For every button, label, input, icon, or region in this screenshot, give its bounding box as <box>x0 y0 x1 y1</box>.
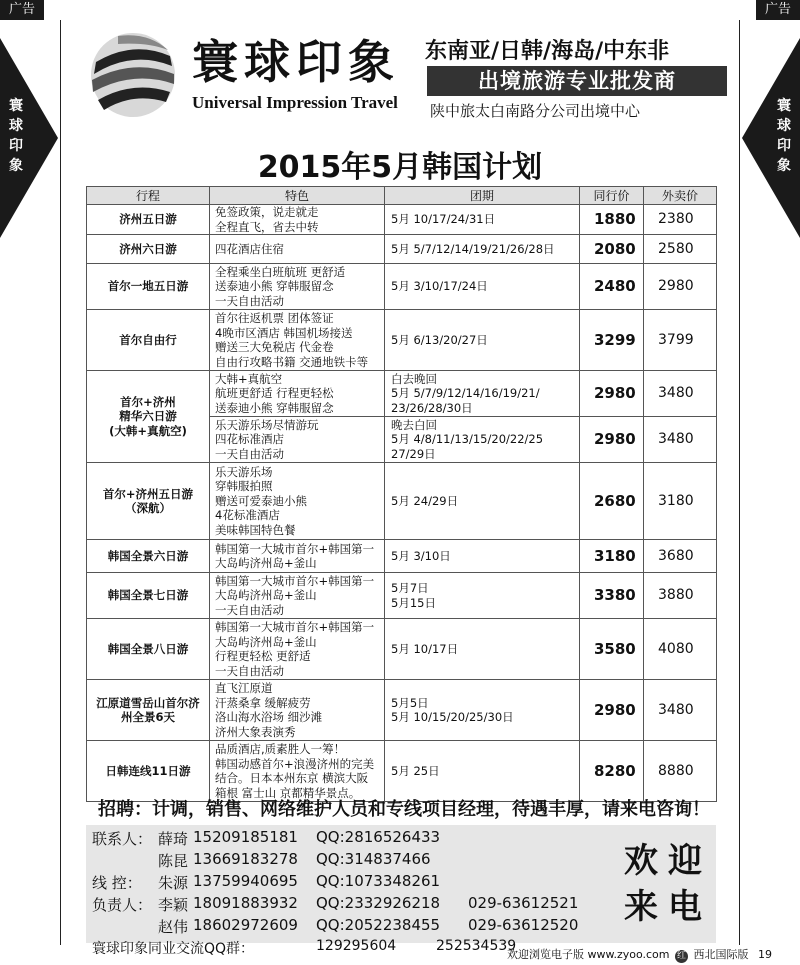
recruit-notice: 招聘：计调，销售、网络维护人员和专线项目经理，待遇丰厚，请来电咨询！ <box>98 799 710 820</box>
destinations: 东南亚/日韩/海岛/中东非 <box>425 39 670 64</box>
welcome-call-text: 欢迎 来电 <box>624 841 712 927</box>
table-row <box>87 371 717 417</box>
retail-price-cell: 2980 <box>644 264 717 310</box>
table-header-row <box>87 187 717 205</box>
retail-price-cell: 8880 <box>644 741 717 802</box>
peer-price-cell: 2080 <box>580 235 644 264</box>
dates-cell: 5月 10/17日 <box>385 619 580 680</box>
dates-cell: 5月 25日 <box>385 741 580 802</box>
table-row <box>87 310 717 371</box>
retail-price-cell: 3799 <box>644 310 717 371</box>
contact-name: 赵伟 <box>158 918 189 936</box>
contact-name: 陈昆 <box>158 852 189 870</box>
retail-price-cell: 3480 <box>644 680 717 741</box>
retail-price-cell: 2580 <box>644 235 717 264</box>
features-cell: 大韩+真航空 航班更舒适 行程更轻松 送泰迪小熊 穿韩服留念 <box>210 371 385 417</box>
contact-qq: QQ:2816526433 <box>316 828 441 846</box>
qq-group-number: 129295604 <box>316 938 397 954</box>
footer-badge: 红 <box>676 951 686 961</box>
contact-qq: QQ:2052238455 <box>316 916 441 934</box>
table-row <box>87 540 717 573</box>
retail-price-cell: 3180 <box>644 463 717 540</box>
table-row <box>87 741 717 802</box>
features-cell: 四花酒店住宿 <box>210 235 385 264</box>
header-peer-price: 同行价 <box>580 187 644 205</box>
peer-price-cell: 2980 <box>580 680 644 741</box>
route-cell: 日韩连线11日游 <box>87 741 210 802</box>
brand-name-en: Universal Impression Travel <box>192 93 398 112</box>
peer-price-cell: 2480 <box>580 264 644 310</box>
dates-cell: 5月 3/10/17/24日 <box>385 264 580 310</box>
footer-edition: 西北国际版 <box>693 948 749 961</box>
ad-label-left: 广告 <box>0 0 44 20</box>
peer-price-cell: 3180 <box>580 540 644 573</box>
dates-cell: 5月 10/17/24/31日 <box>385 205 580 235</box>
footer-text: 欢迎浏览电子版 www.zyoo.com <box>506 948 670 961</box>
side-banner-left: 寰 球 印 象 <box>0 38 58 238</box>
contact-phone: 15209185181 <box>193 828 298 846</box>
route-cell: 首尔+济州五日游 （深航） <box>87 463 210 540</box>
peer-price-cell: 1880 <box>580 205 644 235</box>
route-cell: 韩国全景八日游 <box>87 619 210 680</box>
contact-qq: QQ:314837466 <box>316 850 431 868</box>
retail-price-cell: 3480 <box>644 371 717 417</box>
table-row <box>87 264 717 310</box>
qq-group-label: 寰球印象同业交流QQ群： <box>92 941 255 957</box>
table-row <box>87 235 717 264</box>
page-number: 19 <box>758 948 772 961</box>
header-route: 行程 <box>87 187 210 205</box>
dates-cell: 5月7日 5月15日 <box>385 573 580 619</box>
dates-cell: 晚去白回 5月 4/8/11/13/15/20/22/25 27/29日 <box>385 417 580 463</box>
features-cell: 韩国第一大城市首尔+韩国第一 大岛屿济州岛+釜山 <box>210 540 385 573</box>
header-retail-price: 外卖价 <box>644 187 717 205</box>
features-cell: 全程乘坐白班航班 更舒适 送泰迪小熊 穿韩服留念 一天自由活动 <box>210 264 385 310</box>
table-row <box>87 680 717 741</box>
features-cell: 免签政策，说走就走 全程直飞，省去中转 <box>210 205 385 235</box>
brand-name-cn: 寰球印象 <box>192 35 400 89</box>
retail-price-cell: 3480 <box>644 417 717 463</box>
features-cell: 品质酒店,质素胜人一筹！ 韩国动感首尔+浪漫济州的完美 结合。日本本州东京 横滨大阪 箱根 富士山 京都精华景点。 <box>210 741 385 802</box>
contact-qq: QQ:2332926218 <box>316 894 441 912</box>
branch-name: 陕中旅太白南路分公司出境中心 <box>430 102 641 120</box>
side-banner-right: 寰 球 印 象 <box>742 38 800 238</box>
ad-label-right: 广告 <box>756 0 800 20</box>
features-cell: 韩国第一大城市首尔+韩国第一 大岛屿济州岛+釜山 一天自由活动 <box>210 573 385 619</box>
retail-price-cell: 2380 <box>644 205 717 235</box>
route-cell: 济州五日游 <box>87 205 210 235</box>
peer-price-cell: 3380 <box>580 573 644 619</box>
dates-cell: 5月 3/10日 <box>385 540 580 573</box>
dates-cell: 白去晚回 5月 5/7/9/12/14/16/19/21/ 23/26/28/30日 <box>385 371 580 417</box>
route-cell: 首尔一地五日游 <box>87 264 210 310</box>
table-row <box>87 573 717 619</box>
contact-name: 朱源 <box>158 874 189 892</box>
retail-price-cell: 4080 <box>644 619 717 680</box>
retail-price-cell: 3680 <box>644 540 717 573</box>
contact-phone: 13669183278 <box>193 850 298 868</box>
route-cell: 韩国全景七日游 <box>87 573 210 619</box>
retail-price-cell: 3880 <box>644 573 717 619</box>
table-row <box>87 463 717 540</box>
contact-tel: 029-63612520 <box>468 916 579 934</box>
contact-role-label: 联系人： <box>92 830 153 848</box>
route-cell: 首尔+济州 精华六日游 (大韩+真航空) <box>87 371 210 463</box>
table-row <box>87 619 717 680</box>
qq-group-number: 252534539 <box>436 938 517 954</box>
contact-phone: 13759940695 <box>193 872 298 890</box>
contact-name: 李颖 <box>158 896 189 914</box>
contact-phone: 18091883932 <box>193 894 298 912</box>
peer-price-cell: 3299 <box>580 310 644 371</box>
route-cell: 首尔自由行 <box>87 310 210 371</box>
header-features: 特色 <box>210 187 385 205</box>
table-row <box>87 205 717 235</box>
globe-logo-icon <box>88 30 178 120</box>
contact-role-label: 负责人： <box>92 896 153 914</box>
dates-cell: 5月 6/13/20/27日 <box>385 310 580 371</box>
header-dates: 团期 <box>385 187 580 205</box>
features-cell: 直飞江原道 汗蒸桑拿 缓解疲劳 洛山海水浴场 细沙滩 济州大象表演秀 <box>210 680 385 741</box>
tour-plan-table <box>86 186 717 802</box>
contact-name: 薛琦 <box>158 830 189 848</box>
features-cell: 韩国第一大城市首尔+韩国第一 大岛屿济州岛+釜山 行程更轻松 更舒适 一天自由活动 <box>210 619 385 680</box>
features-cell: 乐天游乐场尽情游玩 四花标准酒店 一天自由活动 <box>210 417 385 463</box>
contact-phone: 18602972609 <box>193 916 298 934</box>
dates-cell: 5月5日 5月 10/15/20/25/30日 <box>385 680 580 741</box>
route-cell: 济州六日游 <box>87 235 210 264</box>
contact-tel: 029-63612521 <box>468 894 579 912</box>
page-title: 2015年5月韩国计划 <box>257 150 543 185</box>
wholesale-banner: 出境旅游专业批发商 <box>427 66 727 96</box>
peer-price-cell: 8280 <box>580 741 644 802</box>
peer-price-cell: 3580 <box>580 619 644 680</box>
peer-price-cell: 2980 <box>580 417 644 463</box>
features-cell: 首尔往返机票 团体签证 4晚市区酒店 韩国机场接送 赠送三大免税店 代金卷 自由行攻略书籍 交通地铁卡等 <box>210 310 385 371</box>
peer-price-cell: 2980 <box>580 371 644 417</box>
dates-cell: 5月 5/7/12/14/19/21/26/28日 <box>385 235 580 264</box>
route-cell: 韩国全景六日游 <box>87 540 210 573</box>
page-footer <box>507 946 772 963</box>
dates-cell: 5月 24/29日 <box>385 463 580 540</box>
route-cell: 江原道雪岳山首尔济 州全景6天 <box>87 680 210 741</box>
peer-price-cell: 2680 <box>580 463 644 540</box>
contact-qq: QQ:1073348261 <box>316 872 441 890</box>
contact-role-label: 线 控： <box>92 874 142 892</box>
features-cell: 乐天游乐场 穿韩服拍照 赠送可爱泰迪小熊 4花标准酒店 美味韩国特色餐 <box>210 463 385 540</box>
